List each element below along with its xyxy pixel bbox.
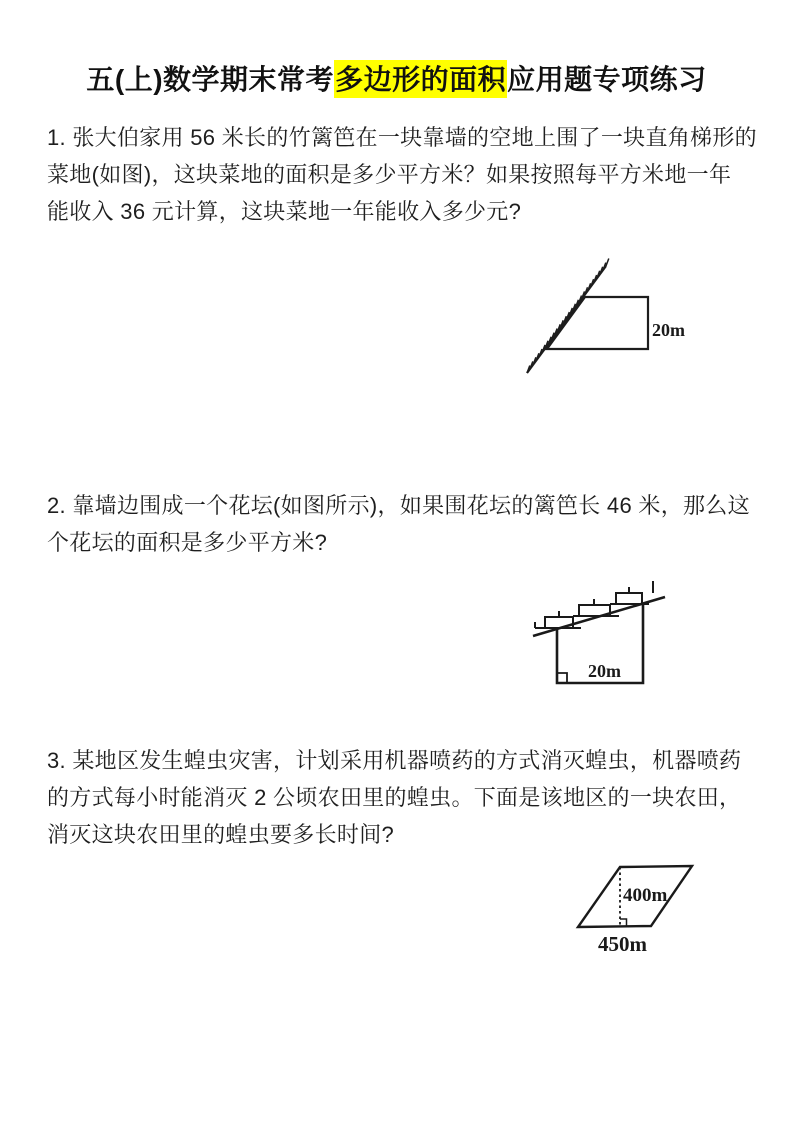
figure-2-flowerbed-wall xyxy=(525,570,700,695)
problem-2 xyxy=(47,487,753,561)
problem-2-line-1: 2. 靠墙边围成一个花坛(如图所示)，如果围花坛的篱笆长 46 米，那么这 xyxy=(47,493,750,518)
problem-1-line-2: 菜地(如图)，这块菜地的面积是多少平方米？如果按照每平方米地一年 xyxy=(47,162,732,187)
figure-1-svg xyxy=(505,252,705,387)
figure-3-svg xyxy=(555,852,750,962)
problem-1-line-1: 1. 张大伯家用 56 米长的竹篱笆在一块靠墙的空地上围了一块直角梯形的 xyxy=(47,125,757,150)
figure-3-parallelogram-field xyxy=(555,852,750,962)
problem-3-line-2: 的方式每小时能消灭 2 公顷农田里的蝗虫。下面是该地区的一块农田， xyxy=(47,785,742,810)
right-angle-mark xyxy=(557,673,567,683)
problem-3-line-3: 消灭这块农田里的蝗虫要多长时间? xyxy=(47,822,395,847)
problem-3-line-1: 3. 某地区发生蝗虫灾害，计划采用机器喷药的方式消灭蝗虫，机器喷药 xyxy=(47,748,742,773)
figure-1-side-label: 20m xyxy=(652,320,685,340)
problem-2-line-2: 个花坛的面积是多少平方米? xyxy=(47,530,328,555)
title-pre: 五(上)数学期末常考 xyxy=(86,64,335,95)
problem-3 xyxy=(47,742,753,853)
figure-2-svg xyxy=(525,570,700,695)
problem-1-line-3: 能收入 36 元计算，这块菜地一年能收入多少元? xyxy=(47,199,522,224)
figure-2-base-label: 20m xyxy=(588,661,621,681)
title-highlight: 多边形的面积 xyxy=(334,60,507,98)
figure-3-height-label: 400m xyxy=(623,885,668,906)
worksheet-title xyxy=(0,57,793,103)
wall-line xyxy=(527,266,606,373)
right-angle-mark xyxy=(620,919,627,926)
figure-1-trapezoid-wall xyxy=(505,252,705,387)
problem-1 xyxy=(47,119,757,230)
figure-3-base-label: 450m xyxy=(598,932,647,956)
title-post: 应用题专项练习 xyxy=(507,64,707,95)
